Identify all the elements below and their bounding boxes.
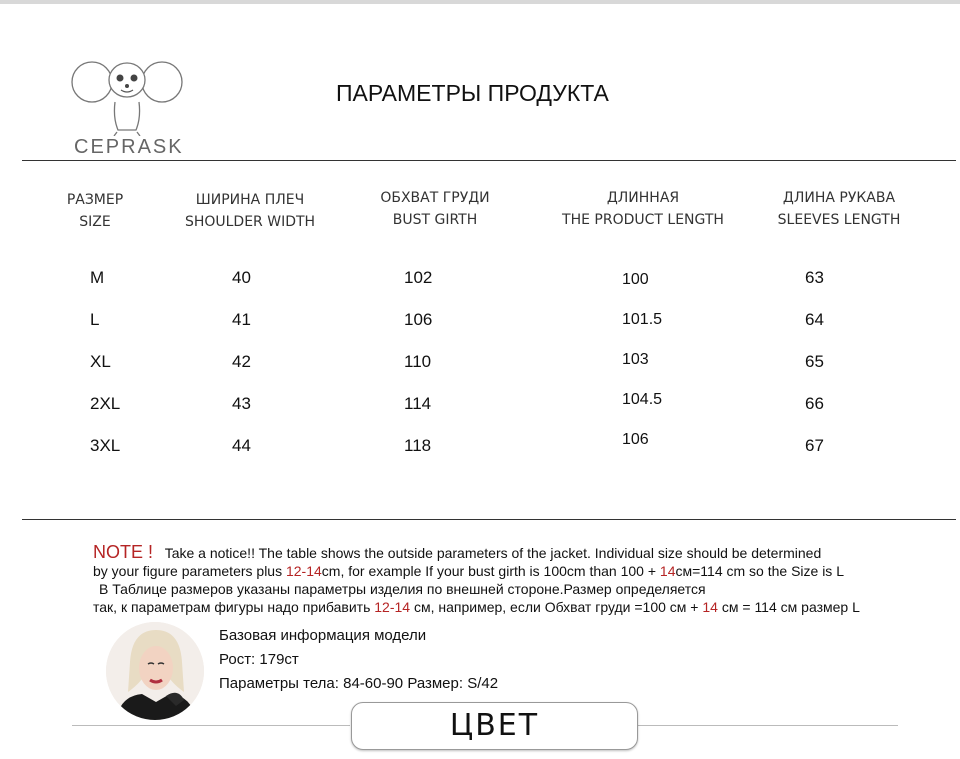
model-info <box>219 624 498 696</box>
table-cell-bust: 110 <box>404 352 432 371</box>
note-label: NOTE ! <box>93 542 154 562</box>
header-length-en: THE PRODUCT LENGTH <box>562 212 724 228</box>
table-cell-bust: 118 <box>404 436 432 455</box>
model-info-heading: Базовая информация модели <box>219 627 427 644</box>
table-cell-shoulder: 42 <box>232 352 251 371</box>
header-bust-girth <box>360 187 510 231</box>
top-border <box>0 0 960 4</box>
table-cell-bust: 102 <box>404 268 433 287</box>
page-title: ПАРАМЕТРЫ ПРОДУКТА <box>336 80 609 106</box>
note-line-3: В Таблице размеров указаны параметры изделия по внешней стороне.Размер определяется <box>99 581 706 597</box>
brand-logo <box>70 52 190 162</box>
table-cell-size: 3XL <box>90 436 121 455</box>
header-shoulder-en: SHOULDER WIDTH <box>184 214 316 230</box>
header-bust-en: BUST GIRTH <box>392 212 478 228</box>
color-divider-right <box>638 725 898 726</box>
model-avatar <box>106 622 204 720</box>
header-product-length <box>548 187 738 231</box>
note-line-4: так, к параметрам фигуры надо прибавить 12-14 см, например, если Обхват груди =100 см + 14 см = 114 см размер L <box>93 599 860 615</box>
header-sleeves-length <box>764 187 914 231</box>
header-size-en: SIZE <box>79 214 111 230</box>
note-line-2: by your figure parameters plus 12-14cm, for example If your bust girth is 100cm than 100 + 14см=114 cm so the Size is L <box>93 563 844 579</box>
table-cell-size: 2XL <box>90 394 121 413</box>
header-size-ru: РАЗМЕР <box>66 192 124 208</box>
header-bust-ru: ОБХВАТ ГРУДИ <box>380 190 490 206</box>
table-cell-sleeves: 66 <box>805 394 824 413</box>
header-divider <box>22 160 956 161</box>
header-sleeves-ru: ДЛИНА РУКАВА <box>782 190 896 206</box>
table-cell-shoulder: 43 <box>232 394 251 413</box>
header-length-ru: ДЛИННАЯ <box>606 190 680 206</box>
table-cell-length: 106 <box>622 431 649 448</box>
table-cell-size: XL <box>90 352 111 371</box>
model-body-params: Параметры тела: 84-60-90 Размер: S/42 <box>219 675 499 692</box>
table-cell-length: 104.5 <box>622 391 663 408</box>
header-shoulder-ru: ШИРИНА ПЛЕЧ <box>195 192 305 208</box>
table-cell-shoulder: 40 <box>232 268 251 287</box>
color-button[interactable]: ЦВЕТ <box>351 702 638 750</box>
table-cell-bust: 114 <box>404 394 432 413</box>
cheburashka-logo-icon <box>70 52 190 136</box>
table-cell-bust: 106 <box>404 310 433 329</box>
table-cell-sleeves: 63 <box>805 268 824 287</box>
model-portrait-icon <box>106 622 204 720</box>
logo-text: CEPRASK <box>74 136 184 158</box>
color-divider-left <box>72 725 350 726</box>
table-cell-sleeves: 67 <box>805 436 824 455</box>
table-cell-sleeves: 64 <box>805 310 824 329</box>
table-cell-size: M <box>90 268 105 287</box>
table-cell-size: L <box>90 310 100 329</box>
table-cell-shoulder: 41 <box>232 310 251 329</box>
header-size <box>50 189 140 233</box>
table-cell-length: 103 <box>622 351 649 368</box>
size-note <box>93 543 923 616</box>
table-cell-length: 100 <box>622 271 649 288</box>
header-shoulder-width <box>170 189 330 233</box>
table-bottom-divider <box>22 519 956 520</box>
table-cell-sleeves: 65 <box>805 352 824 371</box>
table-cell-shoulder: 44 <box>232 436 251 455</box>
table-cell-length: 101.5 <box>622 311 663 328</box>
header-sleeves-en: SLEEVES LENGTH <box>777 212 901 228</box>
model-height: Рост: 179ст <box>219 651 299 668</box>
note-line-1: NOTE ! Take a notice!! The table shows the outside parameters of the jacket. Individual size should be determined <box>93 542 822 562</box>
